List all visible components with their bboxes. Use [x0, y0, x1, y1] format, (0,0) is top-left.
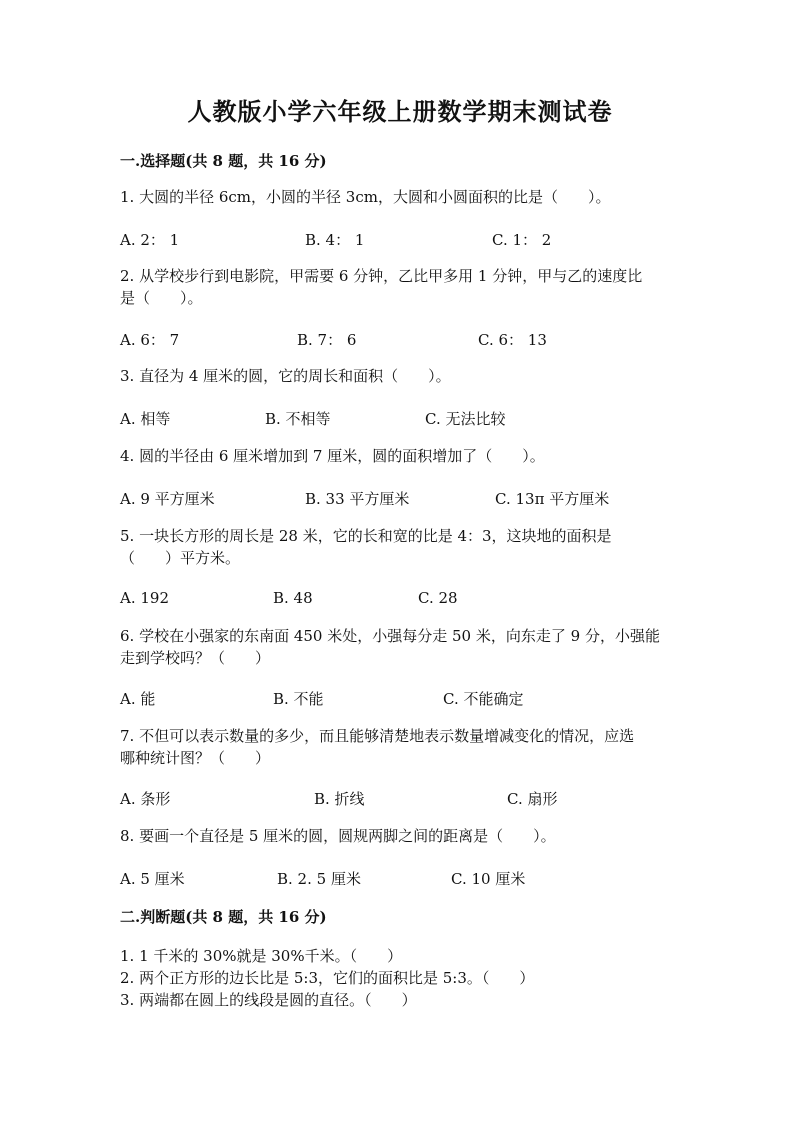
- question-stem-line: 哪种统计图？（ ）: [120, 749, 271, 767]
- judge-item-2: 2. 两个正方形的边长比是 5:3，它们的面积比是 5:3。（ ）: [120, 969, 535, 987]
- question-stem-line: 3. 直径为 4 厘米的圆，它的周长和面积（ ）。: [120, 367, 451, 385]
- question-stem-line: 8. 要画一个直径是 5 厘米的圆，圆规两脚之间的距离是（ ）。: [120, 827, 556, 845]
- section-heading-judge: 二.判断题(共 8 题，共 16 分): [120, 908, 327, 926]
- question-2: [120, 265, 680, 309]
- question-stem-line: 走到学校吗？（ ）: [120, 649, 271, 667]
- option-c: C. 13π 平方厘米: [495, 490, 610, 508]
- question-stem-line: 1. 大圆的半径 6cm，小圆的半径 3cm，大圆和小圆面积的比是（ ）。: [120, 188, 611, 206]
- option-c: C. 1： 2: [492, 231, 552, 249]
- option-a: A. 相等: [120, 410, 171, 428]
- option-c: C. 扇形: [507, 790, 558, 808]
- question-stem-line: 6. 学校在小强家的东南面 450 米处，小强每分走 50 米，向东走了 9 分，小强能: [120, 627, 660, 645]
- option-b: B. 不相等: [265, 410, 331, 428]
- option-a: A. 192: [120, 589, 169, 607]
- option-b: B. 7： 6: [297, 331, 357, 349]
- judge-item-1: 1. 1 千米的 30%就是 30%千米。（ ）: [120, 947, 403, 965]
- question-stem-line: （ ）平方米。: [120, 549, 241, 567]
- question-7: [120, 725, 680, 769]
- option-b: B. 4： 1: [305, 231, 365, 249]
- option-c: C. 无法比较: [425, 410, 506, 428]
- question-stem-line: 4. 圆的半径由 6 厘米增加到 7 厘米，圆的面积增加了（ ）。: [120, 447, 545, 465]
- question-stem-line: 5. 一块长方形的周长是 28 米，它的长和宽的比是 4：3，这块地的面积是: [120, 527, 612, 545]
- option-b: B. 33 平方厘米: [305, 490, 410, 508]
- section-heading-choice: 一.选择题(共 8 题，共 16 分): [120, 152, 327, 170]
- option-c: C. 10 厘米: [451, 870, 526, 888]
- option-a: A. 2： 1: [120, 231, 180, 249]
- option-a: A. 条形: [120, 790, 171, 808]
- question-5: [120, 525, 680, 569]
- option-b: B. 48: [273, 589, 313, 607]
- question-1: [120, 186, 680, 208]
- question-stem-line: 2. 从学校步行到电影院，甲需要 6 分钟，乙比甲多用 1 分钟，甲与乙的速度比: [120, 267, 643, 285]
- option-b: B. 不能: [273, 690, 324, 708]
- option-b: B. 2. 5 厘米: [277, 870, 361, 888]
- judge-item-3: 3. 两端都在圆上的线段是圆的直径。（ ）: [120, 991, 417, 1009]
- option-c: C. 不能确定: [443, 690, 524, 708]
- option-c: C. 6： 13: [478, 331, 547, 349]
- option-b: B. 折线: [314, 790, 365, 808]
- option-c: C. 28: [418, 589, 458, 607]
- question-4: [120, 445, 680, 467]
- option-a: A. 9 平方厘米: [120, 490, 215, 508]
- page-title: 人教版小学六年级上册数学期末测试卷: [187, 97, 613, 126]
- question-3: [120, 365, 680, 387]
- option-a: A. 5 厘米: [120, 870, 185, 888]
- question-stem-line: 7. 不但可以表示数量的多少，而且能够清楚地表示数量增减变化的情况，应选: [120, 727, 635, 745]
- question-8: [120, 825, 680, 847]
- question-6: [120, 625, 680, 669]
- option-a: A. 6： 7: [120, 331, 180, 349]
- question-stem-line: 是（ ）。: [120, 289, 203, 307]
- option-a: A. 能: [120, 690, 156, 708]
